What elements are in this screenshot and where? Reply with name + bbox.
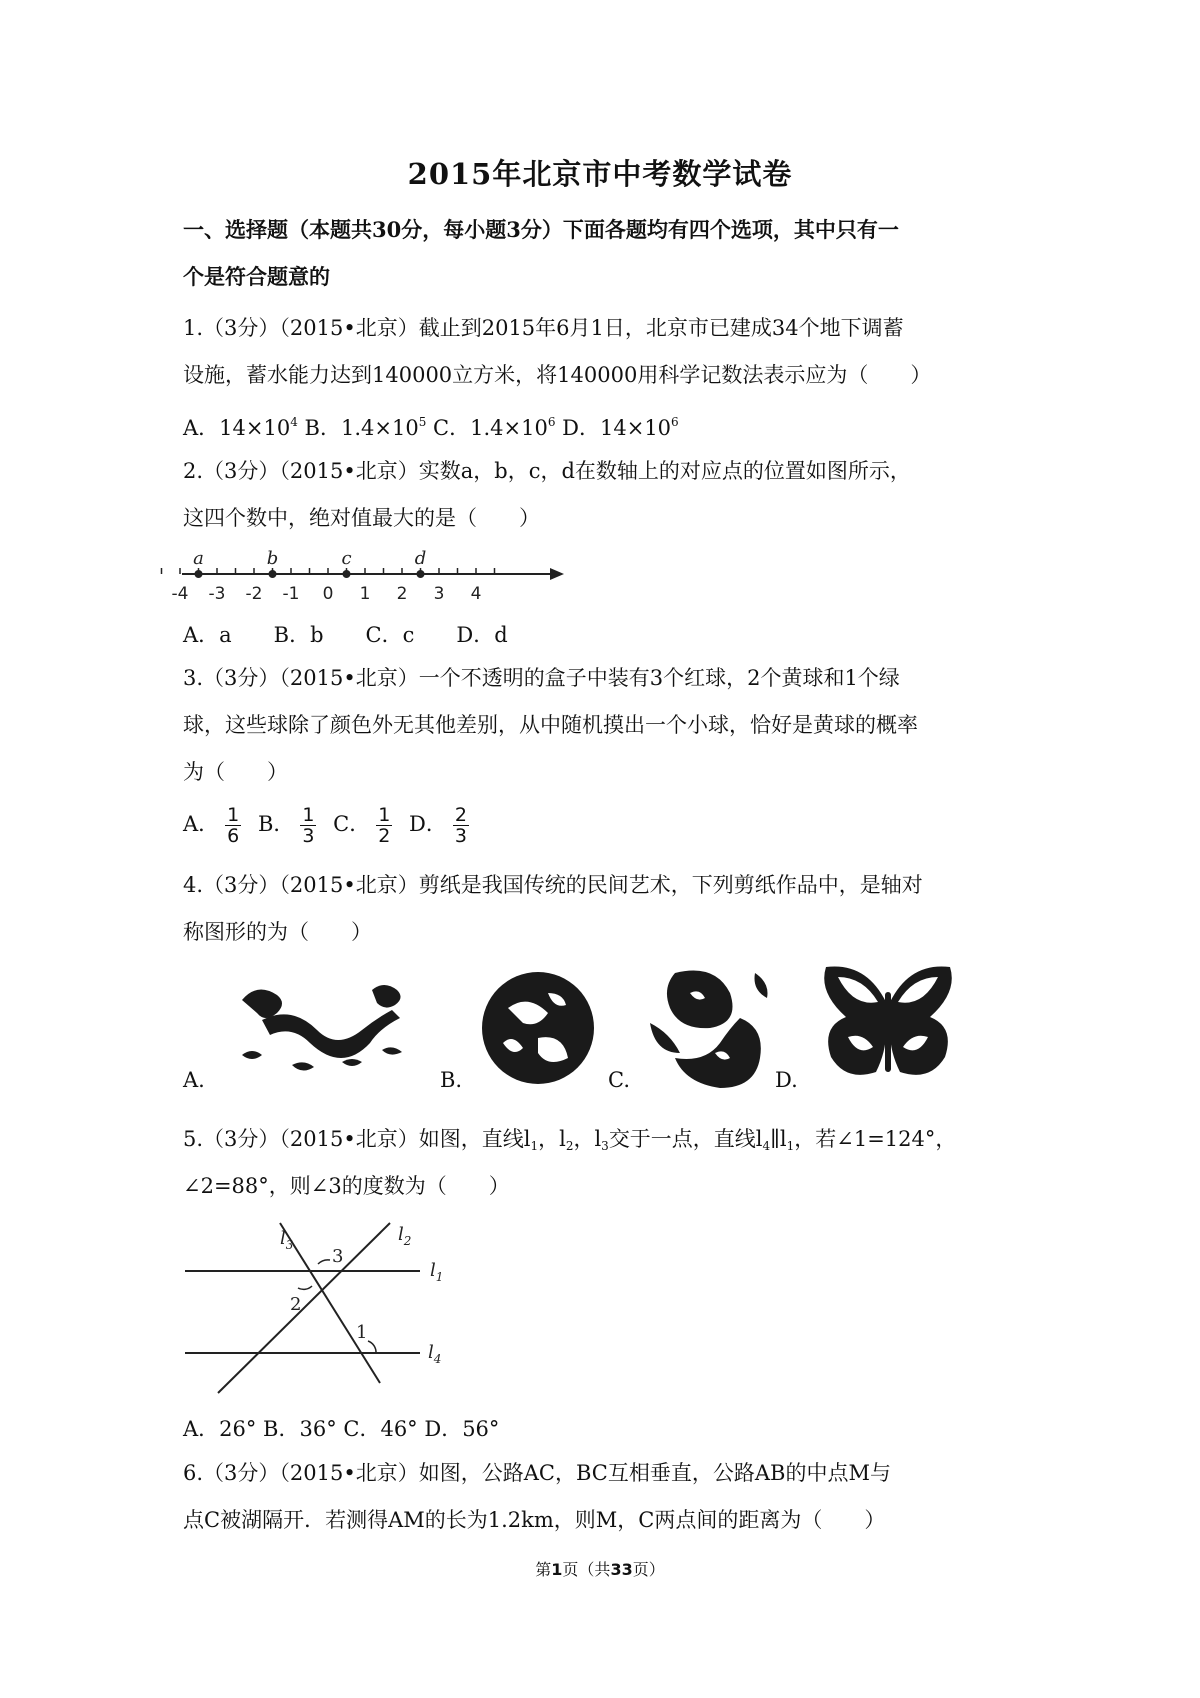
q5-line1-part: ，l bbox=[573, 1127, 602, 1151]
butterfly-papercut-image bbox=[818, 962, 958, 1090]
q3-option-a-fraction bbox=[225, 805, 241, 846]
number-line-point-c bbox=[343, 570, 351, 578]
footer-suffix: 页） bbox=[632, 1560, 665, 1579]
label-l2: $l_2$ bbox=[398, 1224, 412, 1248]
q4-text-line1: 4.（3分）（2015•北京）剪纸是我国传统的民间艺术，下列剪纸作品中，是轴对 bbox=[183, 873, 923, 897]
number-line-arrow bbox=[550, 568, 564, 580]
number-line-point-d bbox=[417, 570, 425, 578]
q3-text-line2: 球，这些球除了颜色外无其他差别，从中随机摸出一个小球，恰好是黄球的概率 bbox=[183, 713, 918, 737]
section-heading-line2: 个是符合题意的 bbox=[183, 264, 330, 289]
q5-line1-part: ∥l bbox=[770, 1127, 787, 1151]
q1-option-b-base: 1.4×10 bbox=[340, 416, 419, 440]
number-line-point-label-b: b bbox=[266, 548, 279, 569]
q5-text-line1 bbox=[183, 1124, 956, 1161]
q1-text-line2: 设施，蓄水能力达到140000立方米，将140000用科学记数法表示应为（ ） bbox=[183, 363, 932, 387]
q3-options bbox=[183, 805, 479, 846]
number-line-tick-label: -1 bbox=[282, 584, 300, 604]
circle-papercut-image bbox=[478, 968, 598, 1088]
q1-option-b-exp: 5 bbox=[418, 415, 427, 429]
q1-option-d-base: 14×10 bbox=[600, 416, 672, 440]
number-line-point-label-c: c bbox=[341, 548, 352, 569]
number-line-point-b bbox=[269, 570, 277, 578]
q3-text-line3: 为（ ） bbox=[183, 760, 288, 784]
page-footer bbox=[0, 1557, 1200, 1580]
q4-label-b: B. bbox=[440, 1068, 463, 1092]
number-line-tick-label: 4 bbox=[470, 584, 482, 604]
q3-option-b-num: 1 bbox=[302, 804, 315, 826]
number-line-tick-label: 1 bbox=[359, 584, 371, 604]
q3-option-d-den: 3 bbox=[454, 825, 467, 847]
q1-option-d-exp: 6 bbox=[671, 415, 679, 429]
q3-text-line1: 3.（3分）（2015•北京）一个不透明的盒子中装有3个红球，2个黄球和1个绿 bbox=[183, 666, 900, 690]
number-line-tick-label: 0 bbox=[322, 584, 334, 604]
footer-total-pages: 33 bbox=[610, 1560, 633, 1579]
fish-papercut-image bbox=[645, 963, 775, 1091]
q1-text-line1: 1.（3分）（2015•北京）截止到2015年6月1日，北京市已建成34个地下调蓄 bbox=[183, 316, 904, 340]
q1-option-c-base: 1.4×10 bbox=[470, 416, 548, 440]
q1-option-a-base: 14×10 bbox=[219, 416, 291, 440]
parallel-lines-figure bbox=[180, 1218, 460, 1403]
q5-options: A．26° B．36° C．46° D．56° bbox=[183, 1417, 500, 1441]
number-line-tick-label: -3 bbox=[208, 584, 226, 604]
label-l3: $l_3$ bbox=[280, 1228, 294, 1252]
q1-option-d-label: D． bbox=[562, 416, 600, 440]
q6-text-line2: 点C被湖隔开．若测得AM的长为1.2km，则M，C两点间的距离为（ ） bbox=[183, 1508, 886, 1532]
q2-text-line2: 这四个数中，绝对值最大的是（ ） bbox=[183, 506, 540, 530]
q3-option-d-fraction bbox=[453, 805, 469, 846]
q3-option-c-fraction bbox=[376, 805, 392, 846]
number-line-point-label-a: a bbox=[193, 548, 204, 569]
line-l2 bbox=[218, 1223, 390, 1393]
page-title: 2015年北京市中考数学试卷 bbox=[407, 157, 793, 191]
q1-option-a-exp: 4 bbox=[290, 415, 298, 429]
q3-option-d-num: 2 bbox=[454, 804, 467, 826]
q5-line1-part: ，l bbox=[538, 1127, 566, 1151]
label-l1: $l_1$ bbox=[430, 1260, 444, 1284]
footer-page-number: 1 bbox=[551, 1560, 563, 1579]
q5-sub-5: 1 bbox=[786, 1139, 795, 1153]
angle-3-arc bbox=[318, 1260, 330, 1264]
number-line-point-label-d: d bbox=[414, 548, 427, 569]
q3-option-c-num: 1 bbox=[378, 804, 391, 826]
q3-option-c-label: C． bbox=[333, 812, 371, 836]
number-line-point-a bbox=[195, 570, 203, 578]
label-angle-2: 2 bbox=[290, 1294, 302, 1315]
q1-option-a-label: A． bbox=[183, 416, 220, 440]
footer-middle: 页（共 bbox=[562, 1560, 611, 1579]
q4-text-line2: 称图形的为（ ） bbox=[183, 920, 372, 944]
number-line-tick-label: 3 bbox=[433, 584, 445, 604]
number-line-figure bbox=[171, 547, 570, 609]
number-line-tick-label: -2 bbox=[245, 584, 263, 604]
q3-option-c-den: 2 bbox=[378, 825, 391, 847]
q3-option-a-label: A． bbox=[183, 812, 220, 836]
q5-sub-2: 2 bbox=[565, 1139, 574, 1153]
q3-option-b-fraction bbox=[300, 805, 316, 846]
label-angle-3: 3 bbox=[332, 1246, 344, 1267]
label-angle-1: 1 bbox=[356, 1322, 368, 1343]
q3-option-b-label: B． bbox=[257, 812, 295, 836]
q1-option-b-label: B． bbox=[304, 416, 341, 440]
q3-option-b-den: 3 bbox=[302, 825, 315, 847]
q3-option-a-num: 1 bbox=[227, 804, 240, 826]
q6-text-line1: 6.（3分）（2015•北京）如图，公路AC，BC互相垂直，公路AB的中点M与 bbox=[183, 1461, 891, 1485]
q1-option-c-exp: 6 bbox=[547, 415, 556, 429]
number-line-tick-label: -4 bbox=[171, 584, 189, 604]
q5-sub-4: 4 bbox=[762, 1139, 771, 1153]
angle-1-arc bbox=[368, 1341, 376, 1353]
q1-options bbox=[183, 407, 679, 443]
q5-sub-3: 3 bbox=[601, 1139, 609, 1153]
q5-text-line2: ∠2=88°，则∠3的度数为（ ） bbox=[183, 1174, 510, 1198]
q5-line1-part: 5.（3分）（2015•北京）如图，直线l bbox=[183, 1127, 531, 1151]
q3-option-d-label: D． bbox=[409, 812, 447, 836]
q2-options: A．a B．b C．c D．d bbox=[183, 623, 508, 647]
label-l4: $l_4$ bbox=[428, 1342, 442, 1366]
footer-prefix: 第 bbox=[535, 1560, 552, 1579]
q4-label-a: A. bbox=[183, 1068, 205, 1092]
q1-option-c-label: C． bbox=[433, 416, 471, 440]
section-heading-line1: 一、选择题（本题共30分，每小题3分）下面各题均有四个选项，其中只有一 bbox=[183, 217, 899, 242]
number-line-tick-label: 2 bbox=[396, 584, 408, 604]
q3-option-a-den: 6 bbox=[227, 825, 240, 847]
q2-text-line1: 2.（3分）（2015•北京）实数a，b，c，d在数轴上的对应点的位置如图所示， bbox=[183, 459, 911, 483]
dragon-papercut-image bbox=[222, 970, 417, 1085]
q5-sub-1: 1 bbox=[530, 1139, 539, 1153]
q5-line1-part: ，若∠1=124°， bbox=[794, 1127, 957, 1151]
q4-label-d: D. bbox=[775, 1068, 798, 1092]
q4-label-c: C. bbox=[608, 1068, 630, 1092]
angle-2-arc bbox=[298, 1286, 312, 1289]
q5-line1-part: 交于一点，直线l bbox=[608, 1127, 763, 1151]
